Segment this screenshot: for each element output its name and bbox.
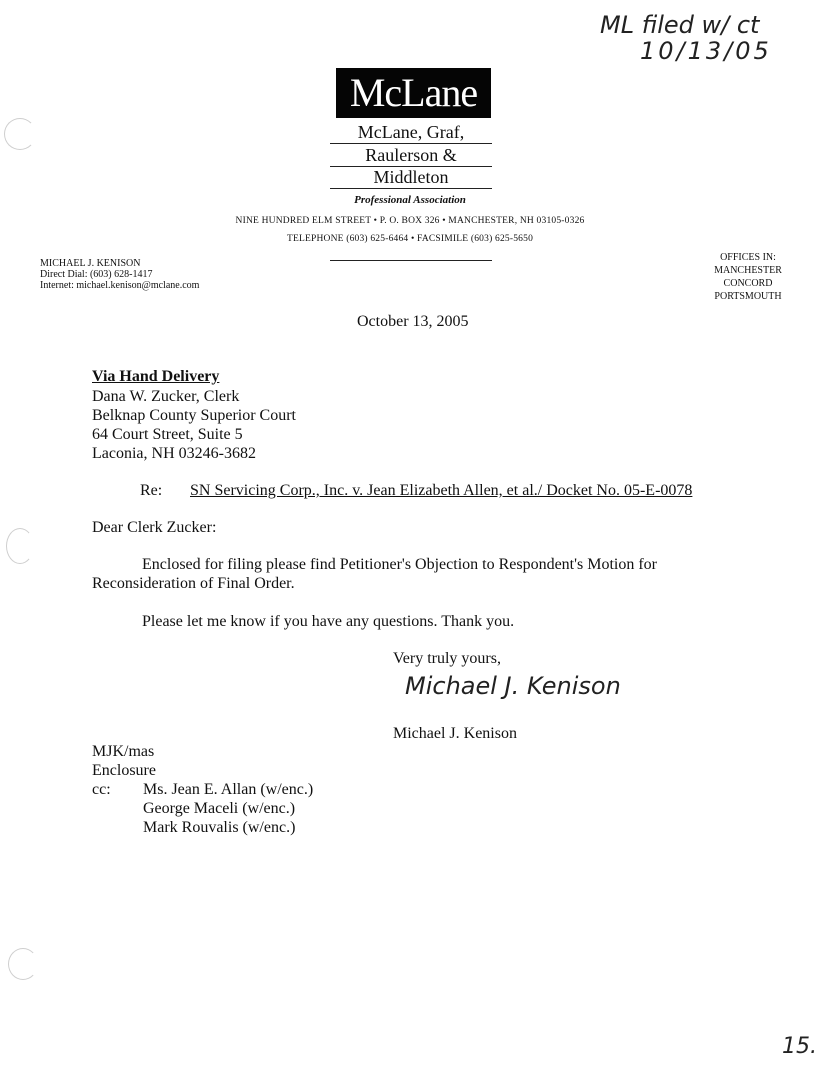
handwritten-note-line: ML filed w/ ct [600, 11, 760, 39]
sender-name: MICHAEL J. KENISON [40, 258, 141, 269]
enclosure-note: Enclosure [92, 762, 156, 779]
recipient-line: Laconia, NH 03246-3682 [92, 445, 256, 462]
scan-hole-mark [6, 528, 34, 564]
cc-item: Ms. Jean E. Allan (w/enc.) [143, 781, 314, 798]
body-paragraph: Please let me know if you have any questions. Thank you. [142, 613, 515, 630]
letterhead-divider [330, 260, 492, 261]
firm-address: NINE HUNDRED ELM STREET • P. O. BOX 326 • MANCHESTER, NH 03105-0326 [235, 216, 585, 226]
firm-association: Professional Association [354, 194, 466, 206]
re-subject: SN Servicing Corp., Inc. v. Jean Elizabeth Allen, et al./ Docket No. 05-E-0078 [190, 482, 693, 499]
scan-hole-mark [4, 118, 36, 150]
cc-label: cc: [92, 781, 111, 798]
recipient-address [92, 387, 296, 463]
cc-item: Mark Rouvalis (w/enc.) [143, 819, 296, 836]
recipient-line: Belknap County Superior Court [92, 407, 296, 424]
firm-phone: TELEPHONE (603) 625-6464 • FACSIMILE (603) 625-5650 [286, 234, 534, 244]
handwritten-signature: Michael J. Kenison [405, 672, 621, 700]
cc-item: George Maceli (w/enc.) [143, 800, 296, 817]
office-item: MANCHESTER [714, 265, 782, 276]
offices-block [700, 251, 796, 303]
sender-block [40, 258, 199, 291]
recipient-line: Dana W. Zucker, Clerk [92, 388, 240, 405]
firm-logo: McLane [336, 68, 491, 118]
handwritten-filing-note [600, 12, 800, 64]
firm-name-line-2: Raulerson & [330, 144, 492, 167]
body-paragraph: Enclosed for filing please find Petitioner's Objection to Respondent's Motion for Reconsideration of Final Order. [92, 556, 658, 592]
office-item: PORTSMOUTH [714, 291, 782, 302]
offices-title: OFFICES IN: [720, 252, 776, 263]
delivery-method: Via Hand Delivery [92, 368, 220, 385]
sender-direct-dial: Direct Dial: (603) 628-1417 [40, 269, 153, 280]
handwritten-page-mark: 15. [782, 1034, 817, 1059]
cc-list [143, 780, 313, 837]
scan-hole-mark [8, 948, 38, 980]
typist-initials: MJK/mas [92, 743, 155, 760]
office-item: CONCORD [723, 278, 773, 289]
re-label: Re: [140, 482, 163, 499]
closing: Very truly yours, [393, 650, 501, 667]
signer-name: Michael J. Kenison [393, 725, 517, 742]
firm-name-line-1: McLane, Graf, [330, 121, 492, 144]
handwritten-note-date: 10/13/05 [640, 37, 772, 65]
salutation: Dear Clerk Zucker: [92, 519, 217, 536]
firm-name-line-3: Middleton [330, 166, 492, 189]
letter-date: October 13, 2005 [357, 313, 469, 330]
sender-internet: Internet: michael.kenison@mclane.com [40, 280, 200, 291]
recipient-line: 64 Court Street, Suite 5 [92, 426, 243, 443]
